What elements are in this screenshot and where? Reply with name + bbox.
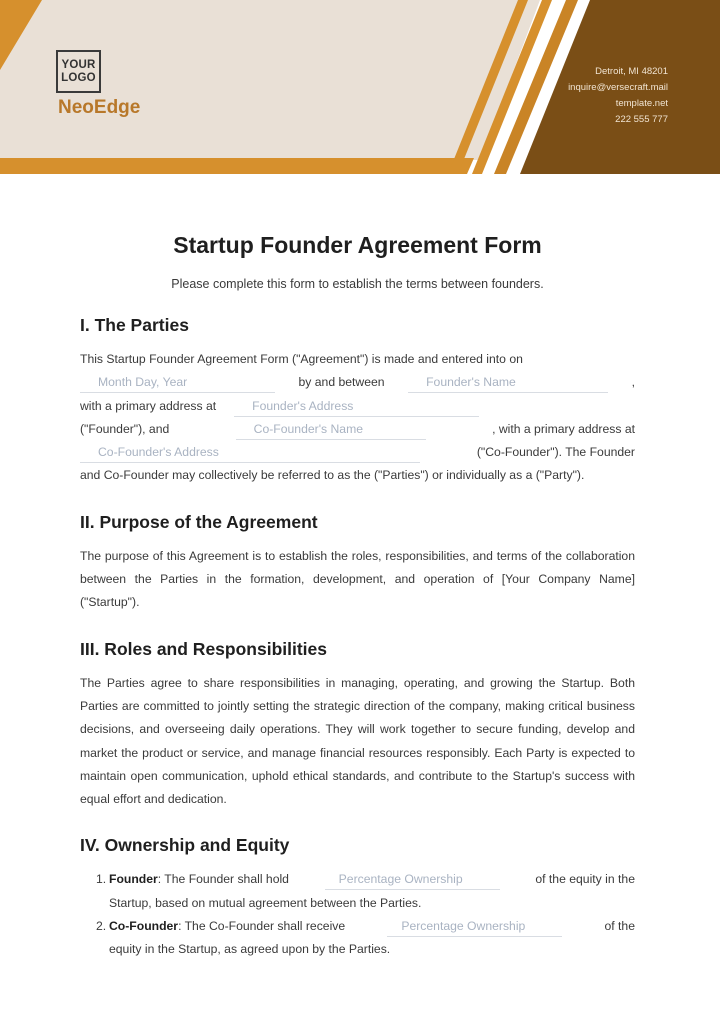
parties-text-8: and Co-Founder may collectively be referred to as the ("Parties") or individually as a ("Party"). [80,468,585,483]
equity-item-1-lead [96,868,289,891]
document-title: Startup Founder Agreement Form [173,232,542,258]
contact-phone: 222 555 777 [615,114,668,125]
equity-item-text-2: of the equity in the [535,872,635,887]
section-heading-roles: III. Roles and Responsibilities [80,638,327,659]
section-heading-purpose: II. Purpose of the Agreement [80,511,318,532]
parties-text-6: , with a primary address at [492,421,635,436]
section-heading-equity: IV. Ownership and Equity [80,835,290,856]
list-number: 1. [96,872,107,887]
parties-line-3 [80,395,635,418]
equity-item-label: Founder [109,872,158,887]
founder-address-field[interactable]: Founder's Address [234,397,479,417]
logo-text-line2: LOGO [61,71,96,84]
equity-item-2-lead [96,915,345,938]
cofounder-percentage-field[interactable]: Percentage Ownership [387,917,562,937]
cofounder-name-field[interactable]: Co-Founder's Name [236,420,426,440]
parties-text-1: This Startup Founder Agreement Form ("Agreement") is made and entered into on [80,352,523,366]
cofounder-address-field[interactable]: Co-Founder's Address [80,443,420,463]
list-item [96,868,635,915]
equity-item-label: Co-Founder [109,919,179,934]
founder-name-field[interactable]: Founder's Name [408,373,608,393]
contact-address: Detroit, MI 48201 [595,66,668,77]
brand-name: NeoEdge [58,97,141,118]
contact-info [568,64,668,128]
parties-text-5: ("Founder"), and [80,421,170,436]
document-body [80,232,635,962]
parties-line-1 [80,348,635,371]
parties-line-4 [80,418,635,441]
contact-website: template.net [615,98,668,109]
parties-line-5 [80,441,635,464]
document-header [0,0,720,175]
equity-list [80,868,635,961]
date-field[interactable]: Month Day, Year [80,373,275,393]
parties-text-3: , [631,375,635,390]
equity-item-2-line-1 [96,915,635,938]
list-number: 2. [96,919,107,934]
equity-item-text: : The Co-Founder shall receive [178,919,346,934]
contact-email: inquire@versecraft.mail [568,82,668,93]
purpose-paragraph: The purpose of this Agreement is to establish the roles, responsibilities, and terms of the collaboration between the Parties in the formation, development, and operation of [Your Company Name] ("Startup"). [80,548,635,610]
equity-item-text-3: Startup, based on mutual agreement between the Parties. [109,895,422,910]
section-heading-parties: I. The Parties [80,315,189,335]
parties-text-7: ("Co-Founder"). The Founder [476,445,635,460]
parties-line-2 [80,371,635,394]
parties-paragraph [80,348,635,488]
founder-percentage-field[interactable]: Percentage Ownership [325,870,500,890]
equity-item-text-2: of the [604,919,635,934]
logo-text-line1: YOUR [61,58,96,71]
equity-item-text: : The Founder shall hold [157,872,289,887]
logo-placeholder [56,50,101,93]
parties-text-4: with a primary address at [80,398,217,413]
parties-text-2: by and between [298,375,385,390]
list-item [96,915,635,962]
equity-item-1-line-1 [96,868,635,891]
document-subtitle: Please complete this form to establish the terms between founders. [171,277,544,291]
equity-item-text-3: equity in the Startup, as agreed upon by the Parties. [109,942,391,957]
roles-paragraph: The Parties agree to share responsibilities in managing, operating, and growing the Startup. Both Parties are committed to jointly setting the strategic direction of the company, making critical business decisions, and overseeing daily operations. They will work together to secure funding, develop and market the product or service, and manage financial resources responsibly. Each Party is expected to maintain open communication, uphold ethical standards, and contribute to the Startup's success with equal effort and dedication. [80,675,635,807]
